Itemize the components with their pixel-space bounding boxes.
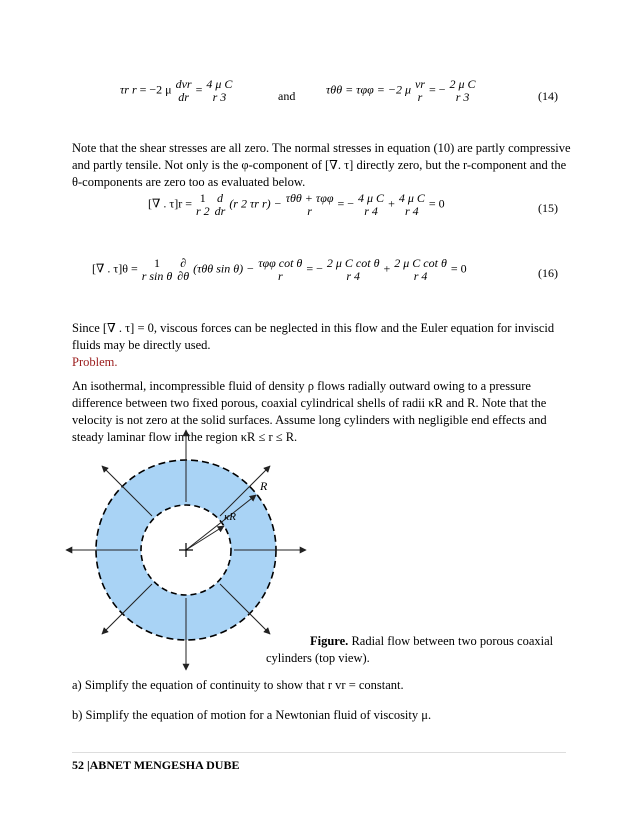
paragraph-2-text: Since [∇ . τ] = 0, viscous forces can be neglected in this flow and the Euler equation for inviscid fluids may be directly used. xyxy=(72,321,555,352)
footer: 52 |ABNET MENGESHA DUBE xyxy=(72,758,240,772)
eq16-frac1-num: 1 xyxy=(154,256,160,270)
eq14-frac4-den: r 3 xyxy=(455,89,470,104)
caption-bold: Figure. xyxy=(310,634,349,648)
eq15-frac3-num: τθθ + τφφ xyxy=(285,191,334,205)
eq14-lhs: τr r xyxy=(120,82,137,97)
radial-flow-figure xyxy=(66,430,306,670)
eq16-frac3-num: τφφ cot θ xyxy=(258,256,303,270)
eq14-frac1-den: dr xyxy=(178,89,189,104)
eq16-eq2: = − xyxy=(306,261,323,276)
eq16-frac5 xyxy=(393,257,448,282)
eq15-frac1-den: r 2 xyxy=(195,203,210,218)
eq15-frac5-num: 4 μ C xyxy=(398,191,425,205)
eq15-frac4-den: r 4 xyxy=(364,203,378,218)
eq15-frac5-den: r 4 xyxy=(405,203,419,218)
eq15-frac2-den: dr xyxy=(214,203,226,218)
eq15-frac1-num: 1 xyxy=(199,191,206,205)
eq16-result: = 0 xyxy=(450,261,467,276)
eq16-frac4-den: r 4 xyxy=(346,268,361,283)
eq16-frac3-den: r xyxy=(277,268,283,283)
eq14-frac2-num: 4 μ C xyxy=(206,77,233,91)
eq15-mid: (r 2 τr r) − xyxy=(229,196,282,211)
eq15-lhs: [∇ . τ]r = xyxy=(148,196,192,211)
item-a: a) Simplify the equation of continuity to show that r vr = constant. xyxy=(72,678,404,692)
eq15-frac3-den: r xyxy=(307,203,312,218)
eq14-and: and xyxy=(278,89,296,103)
eq16-frac2-den: ∂θ xyxy=(177,268,190,283)
eq16-frac1 xyxy=(141,257,174,282)
eq14-number: (14) xyxy=(538,89,558,103)
eq14-eq2: = xyxy=(195,82,203,97)
label-kR: κR xyxy=(224,511,236,523)
problem-label: Problem. xyxy=(72,355,118,369)
eq15-frac4-num: 4 μ C xyxy=(358,191,385,205)
eq16-plus: + xyxy=(383,261,391,276)
paragraph-3-text: An isothermal, incompressible fluid of density ρ flows radially outward owing to a pressure difference between two fixed porous, coaxial cylindrical shells of radii κR and R. Note that the velocity is not zero at the solid surfaces. Assume long cylinders with negligible end effects and steady laminar flow in the region κR ≤ r ≤ R. xyxy=(72,379,547,444)
eq14-frac3 xyxy=(414,78,426,103)
figure-caption-line2: cylinders (top view). xyxy=(266,651,370,665)
eq15-frac3 xyxy=(285,192,335,217)
eq16-number: (16) xyxy=(538,266,558,280)
footer-divider xyxy=(72,752,566,753)
equation-14 xyxy=(120,78,233,103)
paragraph-1-text: Note that the shear stresses are all zero. The normal stresses in equation (10) are partly compressive and partly tensile. Not only is the φ-component of [∇. τ] directly zero, but the r-component and the θ-components are zero too as evaluated below. xyxy=(72,141,571,189)
eq15-frac4 xyxy=(357,192,385,217)
paragraph-2 xyxy=(72,320,572,371)
eq14-frac3-den: r xyxy=(417,89,423,104)
eq14-frac4 xyxy=(449,78,477,103)
eq14-frac1-num: dvr xyxy=(175,77,192,91)
item-b: b) Simplify the equation of motion for a Newtonian fluid of viscosity μ. xyxy=(72,708,432,722)
figure-caption xyxy=(310,634,553,649)
eq14-frac1 xyxy=(175,78,193,103)
eq16-frac2-num: ∂ xyxy=(180,256,187,270)
equation-15 xyxy=(148,192,445,217)
eq16-mid: (τθθ sin θ) − xyxy=(193,261,255,276)
eq16-frac5-num: 2 μ C cot θ xyxy=(394,256,447,270)
eq16-frac2 xyxy=(176,257,190,282)
eq14-frac2-den: r 3 xyxy=(212,89,227,104)
eq15-frac2-num: d xyxy=(216,191,223,205)
eq14-frac4-num: 2 μ C xyxy=(449,77,476,91)
eq16-frac5-den: r 4 xyxy=(413,268,428,283)
eq16-frac3 xyxy=(257,257,303,282)
eq15-number: (15) xyxy=(538,201,558,215)
eq15-eq2: = − xyxy=(337,196,355,211)
eq14-frac3-num: vr xyxy=(414,77,425,91)
eq14-eq1: = −2 μ xyxy=(139,82,172,97)
eq14-part2 xyxy=(326,78,477,103)
eq16-lhs: [∇ . τ]θ = xyxy=(92,261,138,276)
eq15-result: = 0 xyxy=(428,196,445,211)
eq14-frac2 xyxy=(205,78,233,103)
eq15-frac1 xyxy=(195,192,211,217)
eq16-frac4-num: 2 μ C cot θ xyxy=(326,256,380,270)
eq16-frac1-den: r sin θ xyxy=(141,268,173,283)
eq15-frac2 xyxy=(214,192,227,217)
eq15-frac5 xyxy=(398,192,426,217)
caption-line1-rest: Radial flow between two porous coaxial xyxy=(348,634,554,648)
eq14-lhs2: τθθ = τφφ = −2 μ xyxy=(326,82,411,97)
equation-16 xyxy=(92,257,467,282)
eq14-eq3: = − xyxy=(428,82,446,97)
eq16-frac4 xyxy=(326,257,381,282)
eq15-plus: + xyxy=(388,196,395,211)
label-R: R xyxy=(260,479,268,493)
paragraph-1 xyxy=(72,140,572,191)
